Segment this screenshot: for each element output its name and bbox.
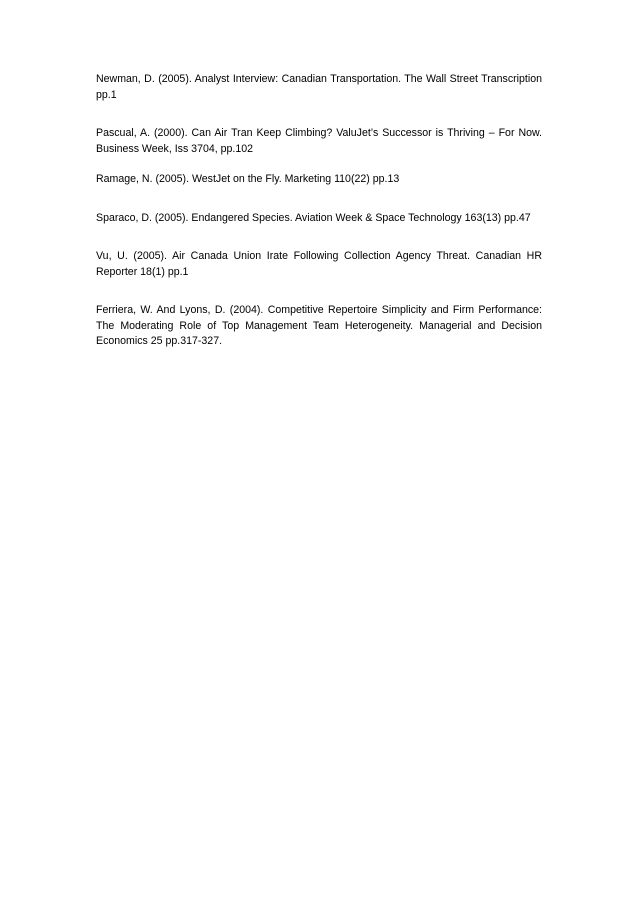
reference-list [96,72,542,350]
reference-entry: Pascual, A. (2000). Can Air Tran Keep Climbing? ValuJet’s Successor is Thriving – For Now. Business Week, Iss 3704, pp.102 [96,127,542,155]
reference-entry: Vu, U. (2005). Air Canada Union Irate Following Collection Agency Threat. Canadian HR Reporter 18(1) pp.1 [96,250,542,278]
reference-entry: Ferriera, W. And Lyons, D. (2004). Competitive Repertoire Simplicity and Firm Performance: The Moderating Role of Top Management Team Heterogeneity. Managerial and Decision Economics 25 pp.317-327. [96,304,542,347]
reference-entry: Newman, D. (2005). Analyst Interview: Canadian Transportation. The Wall Street Transcription pp.1 [96,73,542,101]
reference-entry: Sparaco, D. (2005). Endangered Species. Aviation Week & Space Technology 163(13) pp.47 [96,211,531,224]
reference-entry: Ramage, N. (2005). WestJet on the Fly. Marketing 110(22) pp.13 [96,173,400,185]
